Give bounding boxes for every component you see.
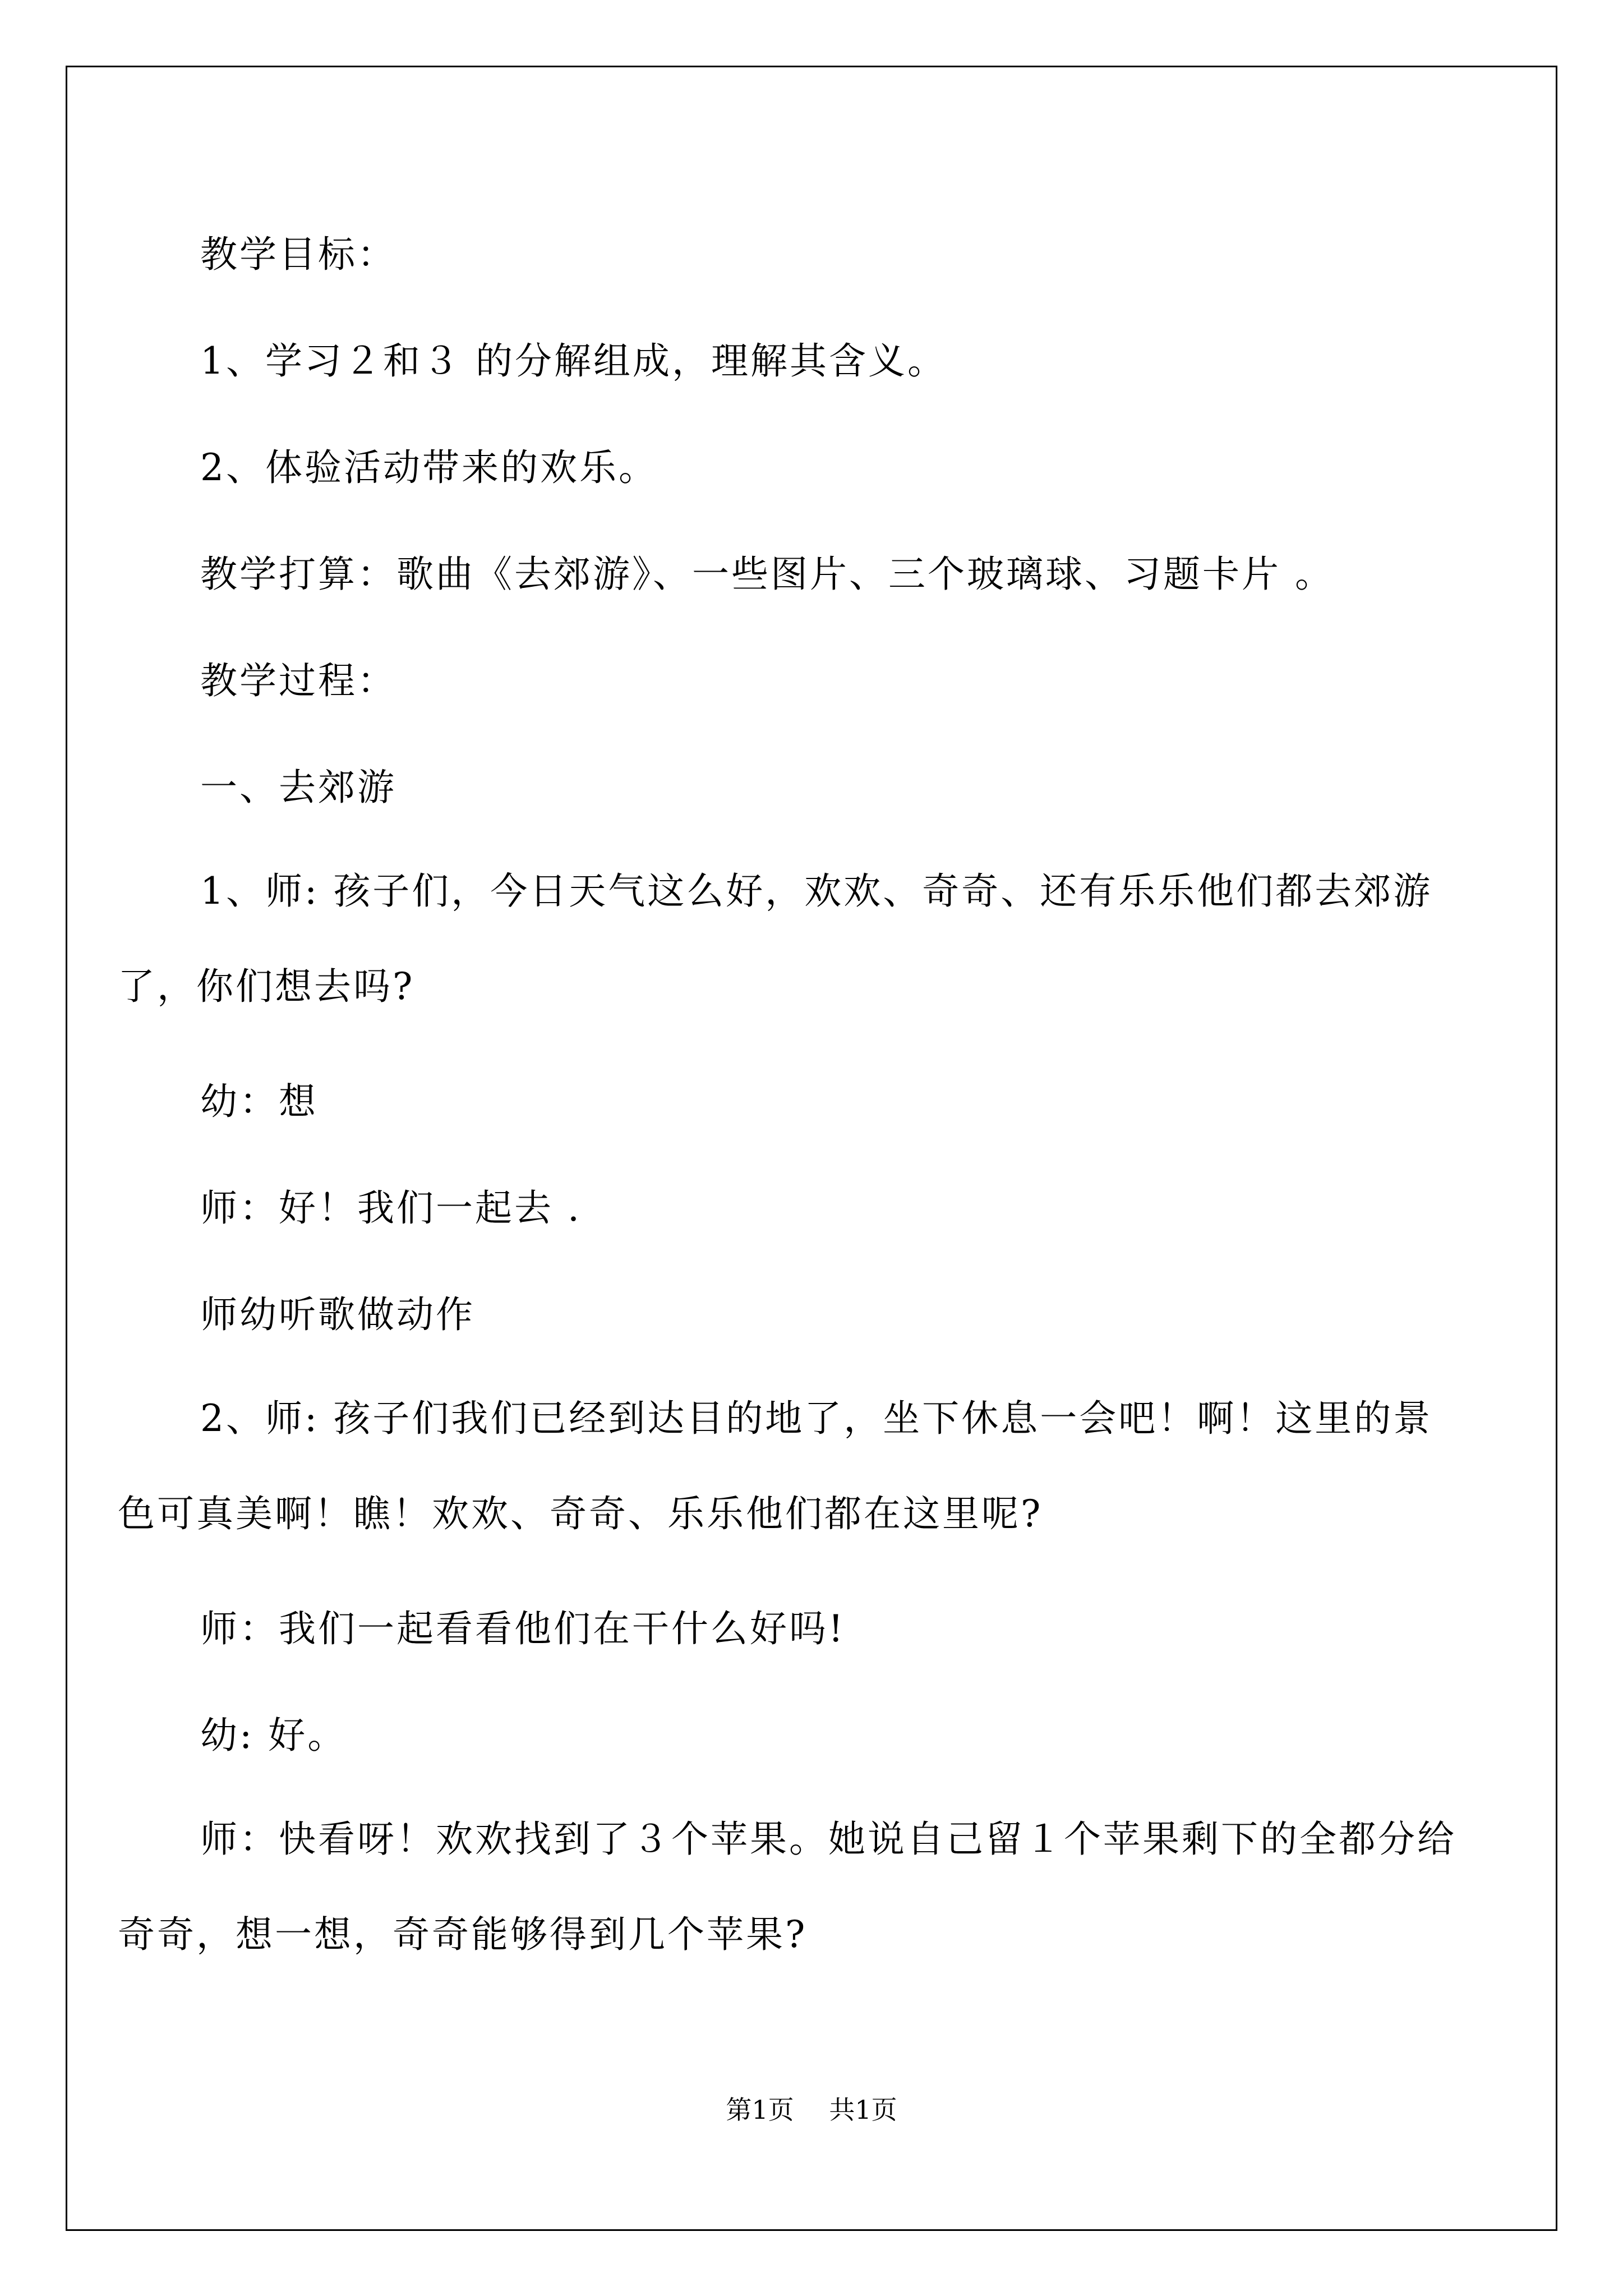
paragraph-child-reply-2: 幼: 好。 <box>200 1714 347 1757</box>
paragraph-heading-process: 教学过程： <box>200 659 396 702</box>
paragraph-child-reply-1: 幼：想 <box>200 1080 318 1123</box>
paragraph-dialogue-2: 2、师: 孩子们我们已经到达目的地了，坐下休息一会吧！啊！这里的景色可真美啊！瞧！欢欢、奇奇、乐乐他们都在这里呢? <box>118 1397 1433 1535</box>
page-total: 共1页 <box>829 2095 897 2125</box>
paragraph-goal-1: 1、学习２和３ 的分解组成，理解其含义。 <box>200 339 947 383</box>
page-footer <box>0 2090 1623 2127</box>
paragraph-dialogue-3: 师：快看呀！欢欢找到了３个苹果。她说自己留１个苹果剩下的全都分给奇奇，想一想，奇奇能够得到几个苹果? <box>118 1818 1456 1956</box>
paragraph-teacher-reply-2: 师：我们一起看看他们在干什么好吗! <box>200 1607 846 1650</box>
paragraph-dialogue-1: 1、师: 孩子们，今日天气这么好，欢欢、奇奇、还有乐乐他们都去郊游了，你们想去吗? <box>118 869 1433 1008</box>
paragraph-heading-goals: 教学目标： <box>200 233 396 276</box>
paragraph-section-1: 一、去郊游 <box>200 766 396 809</box>
paragraph-preparation: 教学打算：歌曲《去郊游》、一些图片、三个玻璃球、习题卡片 。 <box>200 553 1334 596</box>
paragraph-activity: 师幼听歌做动作 <box>200 1293 475 1336</box>
paragraph-goal-2: 2、体验活动带来的欢乐。 <box>200 446 658 489</box>
paragraph-teacher-reply-1: 师：好！我们一起去 . <box>200 1186 582 1230</box>
page-number: 第1页 <box>726 2095 794 2125</box>
